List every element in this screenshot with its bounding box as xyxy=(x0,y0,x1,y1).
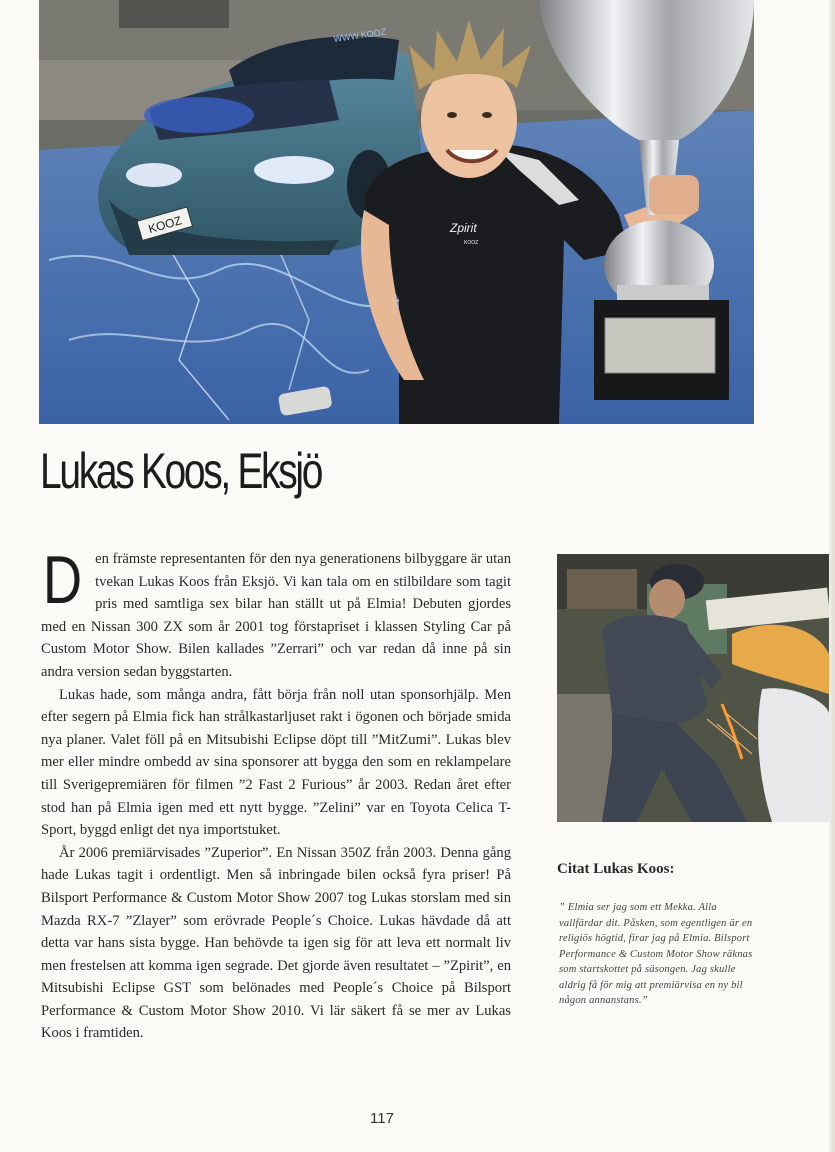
article-body xyxy=(41,542,511,1045)
side-photo xyxy=(557,554,829,822)
page-number: 117 xyxy=(370,1110,394,1127)
drop-cap: D xyxy=(42,542,83,618)
quote-heading: Citat Lukas Koos: xyxy=(557,861,675,877)
lead-paragraph xyxy=(41,542,511,684)
side-photo-illustration xyxy=(557,554,829,822)
shirt-logo: Zpirit xyxy=(450,221,477,235)
main-photo xyxy=(39,0,754,424)
windshield-banner: WWW.KOOZ xyxy=(332,26,387,44)
quote-text: ” Elmia ser jag som ett Mekka. Alla vallfärdar dit. Påsken, som egentligen är en religiös högtid, firar jag på Elmia. Bilsport Performance & Custom Motor Show räknas som startskottet på säsongen. Jag skulle aldrig få för mig att premiärvisa en ny bil någon annanstans.” xyxy=(559,902,753,1006)
lead-text: en främste representanten för den nya generationens bilbyggare är utan tvekan Lukas Koos från Eksjö. Vi kan tala om en stilbildare som tagit pris med samtliga sex bilar han ställt ut på Elmia! Debuten gjordes med en Nissan 300 ZX som år 2001 tog förstapriset i klassen Styling Car på Custom Motor Show. Bilen kallades ”Zerrari” och var redan då inne på sin andra version sedan byggstarten. xyxy=(41,551,511,680)
article-title: Lukas Koos, Eksjö xyxy=(40,443,322,499)
shirt-sub-logo: KOOZ xyxy=(464,240,479,246)
body-paragraph: Lukas hade, som många andra, fått börja från noll utan sponsorhjälp. Men efter segern på Elmia fick han strålkastarljuset rakt i ögonen och började smida nya planer. Valet föll på en Mitsubishi Eclipse döpt till ”MitZumi”. Lukas blev mer eller mindre ombedd av sina sponsorer att bygga den som en reklampelare till Sverigepremiären för filmen ”2 Fast 2 Furious” år 2003. Redan året efter stod han på Elmia igen med ett nytt bygge. ”Zelini” var en Toyota Celica T-Sport, byggd enligt det nya importstuket. xyxy=(41,686,511,839)
page-edge xyxy=(829,0,835,1152)
body-paragraph: År 2006 premiärvisades ”Zuperior”. En Nissan 350Z från 2003. Denna gång hade Lukas tagit i ordentligt. Men så inbringade bilen också fyra priser! På Bilsport Performance & Custom Motor Show 2007 tog Lukas storslam med sin Mazda RX-7 ”Zlayer” som erövrade People´s Choice. Lukas hävdade då att detta var hans sista bygge. Han behövde ta igen sig för att leva ett normalt liv men frestelsen att komma igen segrade. Det gjorde även resultatet – ”Zpirit”, en Mitsubishi Eclipse GST som belönades med People´s Choice på Bilsport Performance & Custom Motor Show 2010. Vi lär säkert få se mer av Lukas Koos i framtiden. xyxy=(41,844,511,1042)
license-plate: KOOZ xyxy=(146,213,184,237)
main-photo-illustration xyxy=(39,0,754,424)
